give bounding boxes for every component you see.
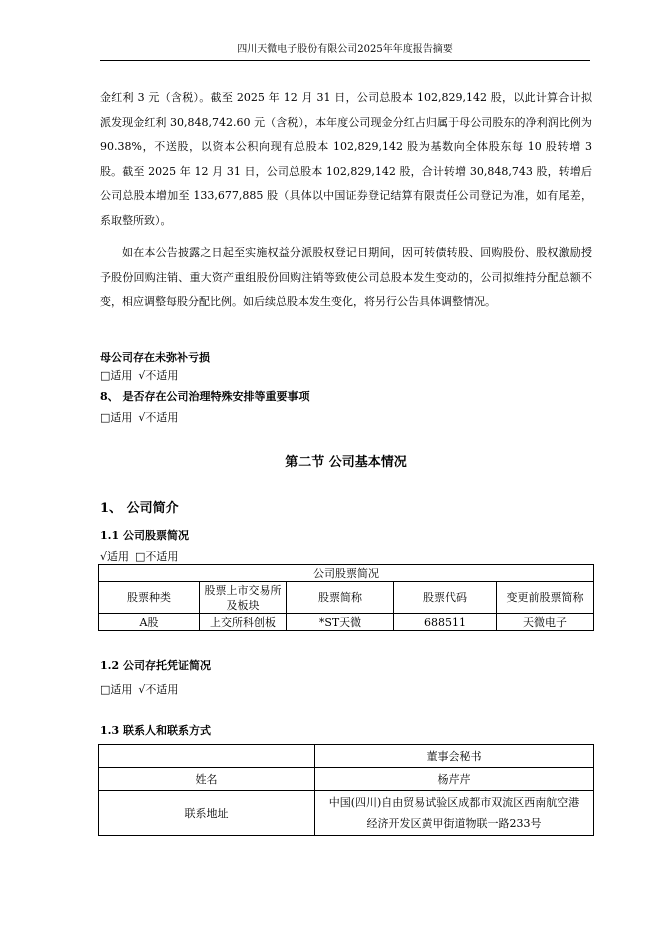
stock-table-caption: 公司股票简况 bbox=[99, 565, 594, 582]
address-line: 中国(四川)自由贸易试验区成都市双流区西南航空港 bbox=[328, 796, 580, 809]
not-applicable-option[interactable]: √不适用 bbox=[138, 683, 179, 696]
applicable-option[interactable]: □适用 bbox=[100, 411, 133, 424]
depositary-receipt-heading: 1.2 公司存托凭证简况 bbox=[100, 659, 211, 672]
table-cell: 天微电子 bbox=[497, 614, 594, 631]
contact-heading: 1.3 联系人和联系方式 bbox=[100, 724, 211, 737]
not-applicable-option[interactable]: □不适用 bbox=[135, 550, 179, 563]
stock-overview-heading: 1.1 公司股票简况 bbox=[100, 529, 189, 542]
table-cell: 上交所科创板 bbox=[200, 614, 287, 631]
stock-table bbox=[98, 564, 594, 631]
table-header: 董事会秘书 bbox=[315, 745, 594, 768]
company-intro-heading: 1、 公司简介 bbox=[100, 501, 179, 516]
stock-overview-options bbox=[100, 548, 184, 564]
adjustment-paragraph: 如在本公告披露之日起至实施权益分派股权登记日期间，因可转债转股、回购股份、股权激励授予股份回购注销、重大资产重组股份回购注销等致使公司总股本发生变动的，公司拟维持分配总额不变，相应调整每股分配比例。如后续总股本发生变化，将另行公告具体调整情况。 bbox=[100, 246, 592, 308]
item8-heading: 8、 是否存在公司治理特殊安排等重要事项 bbox=[100, 390, 310, 403]
table-header: 股票种类 bbox=[99, 582, 200, 614]
uncovered-loss-options bbox=[100, 367, 184, 383]
item8-options bbox=[100, 409, 184, 425]
page-header: 四川天微电子股份有限公司2025年年度报告摘要 bbox=[100, 40, 590, 61]
address-line: 经济开发区黄甲街道物联一路233号 bbox=[366, 817, 542, 830]
table-header: 股票代码 bbox=[394, 582, 497, 614]
table-cell: A股 bbox=[99, 614, 200, 631]
contact-table bbox=[98, 744, 594, 836]
dividend-paragraph: 金红利 3 元（含税）。截至 2025 年 12 月 31 日，公司总股本 102,829,142 股，以此计算合计拟派发现金红利 30,848,742.60 元（含税），本年度公司现金分红占归属于母公司股东的净利润比例为 90.38%，不送股，以资本公积向现有总股本 102,829,142 股为基数向全体股东每 10 股转增 3 股。截至 2025 年 12 月 31 日，公司总股本 102,829,142 股，合计转增 30,848,743 股，转增后公司总股本增加至 133,677,885 股（具体以中国证券登记结算有限责任公司登记为准，如有尾差，系取整所致）。 bbox=[100, 91, 592, 227]
empty-cell bbox=[99, 745, 315, 768]
applicable-option[interactable]: □适用 bbox=[100, 683, 133, 696]
section-title: 第二节 公司基本情况 bbox=[285, 455, 407, 470]
table-cell: 联系地址 bbox=[99, 791, 315, 836]
uncovered-loss-heading: 母公司存在未弥补亏损 bbox=[100, 351, 210, 364]
not-applicable-option[interactable]: √不适用 bbox=[138, 369, 179, 382]
depositary-receipt-options bbox=[100, 681, 184, 697]
table-cell: 688511 bbox=[394, 614, 497, 631]
not-applicable-option[interactable]: √不适用 bbox=[138, 411, 179, 424]
address-cell bbox=[315, 791, 594, 836]
applicable-option[interactable]: □适用 bbox=[100, 369, 133, 382]
table-header: 变更前股票简称 bbox=[497, 582, 594, 614]
table-header: 股票上市交易所及板块 bbox=[200, 582, 287, 614]
table-cell: 杨芹芹 bbox=[315, 768, 594, 791]
table-cell: *ST天微 bbox=[287, 614, 394, 631]
applicable-option[interactable]: √适用 bbox=[100, 550, 130, 563]
table-cell: 姓名 bbox=[99, 768, 315, 791]
table-header: 股票简称 bbox=[287, 582, 394, 614]
